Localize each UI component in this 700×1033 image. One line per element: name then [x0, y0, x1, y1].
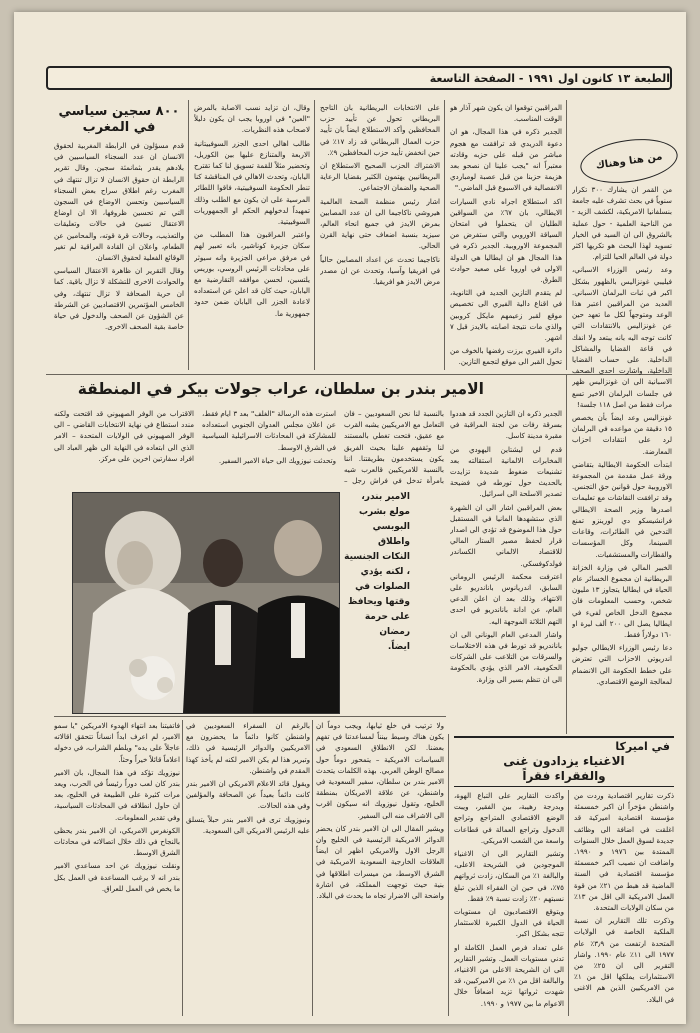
page-folio: الطبعة ١٣ كانون اول ١٩٩١ - الصفحة التاسعة	[429, 71, 670, 85]
news-column-5	[54, 140, 184, 368]
news-paragraph: قدم لي ليشتاين اليهودي من المخابرات الالمانية استقالته بعد تشنيعات ضغوط شديدة تزايدت بالحديث حول تورطه في فضيحة تصدير الاسلحة الى اسرائيل.	[450, 444, 562, 499]
feature-headline: الامير بندر بن سلطان، عراب جولات بيكر في المنطقة	[77, 380, 484, 398]
morocco-headline	[54, 104, 184, 136]
caption-line: الامير بندر،	[361, 492, 410, 502]
news-paragraph: وقال، ان تزايد نسب الاصابة بالمرض "العين" في اوروبا يجب ان يكون دليلاً لاصحاب هذه النظريات.	[194, 103, 310, 135]
news-paragraph: طالب اهالي احدى الجزر السوفييتانية الاربعة والمتنازع عليها بين الكوريل، وتحضير مثلاً للقمة تسويق لنا كما تقترح اليابان، وتحدث الاهالي في المناقشة كنا تنطر الحكومة السوفييتية، فاقوا اللطائر المرسية على ان يكون مع الطلب وذلك تمهيداً لدخولهم الحكم او الجمهوريات السوفييتية.	[194, 138, 310, 227]
news-paragraph: وتشير التقارير الى ان الاغنياء الموجودين في الشريحة الاعلى، والبالغة ١٪ من السكان، زادت ثرواتهم ٧٥٪، في حين ان الفقراء الذين تبلغ نسبتهم ٢٠٪ زادت نسبة ٩٪ فقط.	[454, 849, 564, 903]
news-paragraph: الجدير ذكره ان التازين الجدد قد هددوا بسرقة رفات من لجنة المراقبة في مقبرة مدينة كاسل.	[450, 409, 562, 441]
america-kicker: في اميركا	[615, 740, 670, 753]
caption-line: ايضاً.	[387, 642, 410, 652]
wedding-photo	[72, 492, 340, 714]
news-paragraph: وذكرت تلك التقارير ان نسبة الملكية الخاصة في الولايات المتحدة ارتفعت من ٣٫٩٪ عام ١٩٧٧ الى ١١٪ عام ١٩٩٠. واشار التقرير الى ان ٢٥٪ من الاستثمارات يملكها اقل من ١٪ من الامريكيين الذين هم الاغنى في البلاد.	[574, 916, 674, 1004]
news-paragraph: واشار المدعي العام اليوناني الى ان باناندريو قد تورط في هذه الاختلاسات والسرقات من التلاعب على الشركات الحكومية، الامر الذي يؤدي بالحكومة الى ان تنظم بسير الى وزارة.	[450, 629, 562, 684]
news-paragraph: اكد استطلاع اجراه نادي السيارات الايطالي، بان ٦٧٪ من السواقين الطليان ان يتحملوا في امتحان السياقة الاوروبي والتي ستفرض من المجموعة الاوروبية. الجدير ذكره في هذا المجال هو ان ايطاليا هي الدولة الاولى في اوروبا على صعيد حوادث الطرق.	[450, 196, 562, 285]
caption-line: وقتها ويحافظ	[348, 597, 410, 607]
morocco-headline-line2: في المغرب	[82, 120, 156, 135]
news-paragraph: ويتوقع الاقتصاديون ان مستويات الحياة في الدول الكبيرة للاستثمار تتجه بشكل اكبر.	[454, 907, 564, 939]
news-paragraph: قدم مسؤلون في الرابطة المغربية لحقوق الانسان ان عدد السجناء السياسيين في بلادهم يقدر بثمانمئة سجين. وقال تقرير الرابطة ان حقوق الانسان لا تزال تنتهك في المغرب رغم اطلاق سراح بعض السجناء السياسيين وتحسن الاوضاع في السجون التي تم تحسين ظروفها، الا ان اوضاع الاعتقال تسيئ في حالات وتعليقات والتعذيب، وحالات قرة قوته، والمحامين عن الطعام، واعلان ان القادة العراقية لم تغير الوقائع الفعلية لحقوق الانسان.	[54, 141, 184, 263]
news-paragraph: وعد رئيس الوزراء الاسباني، فيليبي غونزاليس بالظهور بشكل اكبر في ثبات البرلمان الاسباني. العديد من المراقبين اعتبر هذا الوعد ومتوجهاً لكل ما تعهد حين عن غونزاليس بالانتقادات التي كانت توجه اليه بانه يبتعد ولا انفك في قاعة القضايا والمشاكل الداخلية. على حساب القضايا الداخلية، واشارت احدى الصحف الاسبانية الى ان غونزاليس ظهر في جلسات البرلمان الاخير تسع مرات فقط من اصل ١١٨ جلسة!	[572, 265, 672, 409]
news-paragraph: ولا ترتيب في خلع ثيابها، ويجب دوماً ان يكون هناك وسيط بينناً لمساعدتنا في تفهم بعضنا. لكن الانطلاق السعودي في السياسات الامريكية – يتمحور دوماً حول مصالح الوطن العربي. بهذه الكلمات يتحدث الامير بندر بن سلطان، سفير السعودية في واشنطن، عن علاقة الامريكان بمنطقة الخليج، وتقول نيوزويك انه سيكون اقرب الى الاشراف منه الى السفير.	[316, 721, 444, 820]
news-paragraph: ويقول قائد الاعلام الامريكي ان الامير بندر كانت دائماً بعيداً عن الصحافة والمؤلفين وفي هذه الحالات.	[186, 779, 310, 811]
caption-line: مولع بشرب	[358, 507, 410, 517]
column-rule	[444, 100, 445, 370]
news-paragraph: الكونغرس الامريكي، ان الامير بندر يحظى بالنجاح في ذلك خلال اتصالاته في محادثات الشرق الاوسط.	[54, 825, 180, 858]
america-column-right	[574, 790, 674, 1018]
caption-line: الصلوات في	[355, 582, 410, 592]
caption-line: النكات الجنسية	[344, 552, 410, 562]
news-column-3	[320, 102, 440, 368]
news-column-2	[450, 102, 562, 368]
photo-caption	[342, 490, 410, 700]
news-paragraph: اشار رئيس منظمة الصحة العالمية هيروشي ناكاجيما الى ان عدد المصابين بمرض الايدز في جميع انحاء العالم، سيزيد بنسبة اضعاف حتى نهاية القرن الحالي.	[320, 196, 440, 251]
news-paragraph: واعتبر المراقبون هذا المطلب من سكان جزيرة كوناشير، بانه تعبير لهم في مرفق مراعي الجزيرة وانه سيوثر على محادثات الرئيس الروسي، بوريس يلتسين، لحسن موافقه التقارضية مع اليابان، حيث كان قد اعلن عن استعداده لاعادة الجزر الى اليابان ضمن حدود جمهورية ما.	[194, 230, 310, 318]
from-here-and-there-banner	[578, 133, 681, 188]
feature-column-left	[54, 408, 194, 488]
news-paragraph: فاتفيتنا بعد انتهاء الهدوء الامريكين "يا سمو الامير، لم اعرف ابداً انساناً تتحقق اقالاته عاجلاً على يده" ويلطم الشراب، في دخوله اعلاماً قائلاً خيراً وحثاً.	[54, 721, 180, 764]
column-rule	[188, 100, 189, 370]
america-headline-line2: والفقراء فقراً	[522, 769, 606, 783]
wedding-photo-illustration	[73, 493, 339, 713]
column-rule	[448, 734, 449, 1016]
news-paragraph: واكدت التقارير على التباع الهوة، وبدرجة رهيبة، بين الفقير، ويبت الوضع الاقتصادي المتراجع وتراجع الدخول وتراجع العمالة في قطاعات واسعة من الشعب الامريكي.	[454, 791, 564, 845]
caption-line: ، لكنه يؤدي	[360, 567, 410, 577]
america-column-mid	[454, 790, 564, 1018]
news-paragraph: دعا رئيس الوزراء الايطالي جوليو اندريوتي الاحزاب التي تعترض على خطط الحكومة الى الانضمام لمعالجة الوضع الاقتصادي.	[572, 643, 672, 686]
feature-column-right	[344, 408, 444, 488]
america-headline	[454, 754, 674, 784]
caption-line: البوبسي واطلاق	[372, 522, 410, 547]
morocco-headline-line1: ٨٠٠ سجين سياسي	[58, 104, 180, 119]
news-paragraph: بعض المراقبين اشار الى ان الشهرة الذي ستشهدها المانيا في المستقبل حول هذا الموضوع قد تؤدي الى اصدار قرار لحفظ مصير الستار المالي للاقتصاد الالماني الكساندر فولدكوفسكي.	[450, 502, 562, 568]
feature-below-left	[54, 720, 180, 1018]
news-paragraph: على تعداد فرص العمل الكاملة او تدني مستويات العمل. وتشير التقارير الى ان الشريحة الاعلى من الاغنياء، والبالغة اقل من ١٪ من الاميركيين، قد شهدت ثرواتها تزيد اضعافاً خلال الاعوام ما بين ١٩٧٧ و ١٩٩٠.	[454, 942, 564, 1008]
caption-line: على حرمة رمضان	[364, 612, 410, 637]
news-paragraph: وتحدثت نيوزويك الى حياة الامير السفير.	[218, 455, 336, 465]
feature-below-mid	[186, 720, 310, 1018]
page-header-bar	[46, 66, 672, 90]
banner-text: من هنا وهناك	[595, 150, 663, 172]
feature-below-right	[316, 720, 444, 1018]
column-rule	[314, 100, 315, 370]
news-paragraph: ونيوزويك ترى في الامير بندر حبلاً يتسلق عليه الرئيس الامريكي الى السعودية.	[186, 814, 310, 835]
news-paragraph: وقال التقرير ان ظاهرة الاعتقال السياسي والحوادث الاخرى للتشكلة لا تزال باقية. كما ان حرية الصحافة لا تزال تنتهك، وفي الخامس المؤتمرين الاقتصاديين عن الشرطة عن الشؤون عن الصحف والدخول في حياة خاصة بقية الصحف الاخرى.	[54, 266, 184, 332]
america-headline-box	[454, 736, 674, 787]
newspaper-page	[14, 12, 686, 1024]
news-paragraph: استرت هذه الرسالة "الغلف" بعد ٣ ايام فقط، عن اعلان مجلس العدوان الجنوبي استعداده للمشاركة في المحادثات الاسرائيلية السياسية في الشرق الاوسط.	[202, 409, 336, 452]
america-headline-line1: الاغنياء يزدادون غنى	[503, 754, 625, 768]
news-paragraph: الاشتراك الحزب الصحيح الاستطلاع ان البريطانيين يهتمون الكثير بقضايا الرعاية الصحية والضمان الاجتماعي.	[320, 161, 440, 193]
news-paragraph: بالنسبة لنا نحن السعوديين – فان التعامل مع الامريكيين يشبه القرب مع عقيق، فتحت تغطي بالمستند لنا وثقفهم علينا بحيث الفريق يكون يستخدمون بطريقتنا. اننا بالنسبة للامريكيين قالعرب شيه بامرأة تدخل في فراش رجل –	[344, 409, 444, 486]
news-paragraph: ناكاجيما تحدث عن اعداد المصابين حالياً في افريقيا وآسيا، وتحدث عن ان مصدر مرض الايدز هو افريقيا.	[320, 254, 440, 287]
news-paragraph: غونزاليس وعد ايضاً بأن يخصص ١٥ دقيقة من مواعده في البرلمان لرد على انتقادات احزاب المعارضة.	[572, 413, 672, 456]
column-rule	[566, 374, 567, 734]
column-rule	[566, 100, 567, 370]
column-rule	[312, 720, 313, 1016]
news-paragraph: ذكرت تقارير اقتصادية وردت من واشنطن مؤخراً ان اكبر خمسمئة مؤسسة اقتصادية اميركية قد اغلقت في اضافة الى وظائف جديدة لسوق العمل خلال السنوات الممتدة بين ١٩٧٦ و ١٩٩٠. واضافت ان نصيب اكبر خمسمئة مؤسسة اقتصادية في السنة الماضية قد هبط من ٢١٪ من قوة العمل الامريكية الى اقل من ١٣٪ من سكان الولايات المتحدة.	[574, 791, 674, 913]
news-paragraph: من القمر ان يشارك ٣٠٠ تكرار سنوياً في بحث تشرف عليه جامعة بنسلفانيا الامريكية، لكشف الزيد - من الناحية العلمية - حول عملية بالشروق الى ان السيد في الخيار تسويد لهذا البحث هو تكريها اكثر دولة في العالم الحيا للتزام.	[572, 185, 672, 262]
news-paragraph: دائرة الفيري برزت رفضها بالخوف من تحول القبر الى موقع لتجمع التازين.	[450, 346, 562, 367]
news-paragraph: اعترفت محكمة الرئيس الروماني السابق، اندريانوس باناندريو على الانتهاء، وذلك بعد ان اعلن الدعي العام، عن ادانة باناندريو في احدى التهم الثلاثة الموجهة اليه.	[450, 571, 562, 626]
news-column-2-continued	[450, 408, 562, 730]
news-paragraph: نيوزويك تؤكد في هذا المجال، بان الامير بندر كان لعب دوراً رئيساً في الحرب، ويعد مرات كثيرة على الطبيعة في الخليج، بعد ان حاول انطلاقه في المحادثات السياسية، وفي تقدير المعلومات.	[54, 767, 180, 822]
news-paragraph: الخبير المالي في وزارة الخزانة البريطانية ان مجموع الخسائر عام الحياة في ايطاليا يتجاوز ١٣ مليون شخص، وحسب المعلومات فان مجموع الدخل الخاص لفيء في ايطاليا يصل الى ٢٠٠ ألف ليرة او ١٦٠ دولاراً فقط.	[572, 562, 672, 639]
news-paragraph: على الانتخابات البريطانية بان التاجح البريطاني تحول عن تأييد حزب المحافظين وأكد الاستطلاع ايضاً بان تأييد حزب العمال البريطاني قد زاد ١٧٪ في حين انخفض تأييد حزب المحافظين ٩٪.	[320, 103, 440, 157]
news-paragraph: ونقلت نيوزويك عن احد مساعدي الامير بندر انه لا يرغب المساعدة في العمل بكل ما يخص في العمل للعراق.	[54, 861, 180, 893]
section-rule	[54, 716, 446, 717]
news-paragraph: ابتدأت الحكومة الايطالية بتقاضي ورقة عمل مقدمة من المجموعة الاوروبية حول قوانين حق التجنس. وقد ترافقت النقاشات مع تعليمات اصدرها وزير الصحة الايطالي فرانشيسكو دي لورينزو تمنع التدخين في الطائرات، وقاعات السينما، وكل المؤسسات والقطارات والمستشفيات.	[572, 459, 672, 559]
feature-column-mid	[202, 408, 336, 488]
news-column-right	[572, 184, 672, 730]
news-paragraph: لم يتقدم التازين الجديد في الثانوية، في اقناع دالية الفيري الى تخصيص موقع لقبر زعيمهم مايكل كروبين والذي مات نتيجة اصابته بالايدز قبل ٧ اشهر.	[450, 288, 562, 343]
news-column-4	[194, 102, 310, 368]
news-paragraph: ويشير المقال الى ان الامير بندر كان يحضر الدوائر الامريكية الرئيسية في الخليج وان الرجل الاول والامريكي اظهر ان ايضاً العلاقات الخارجية السعودية الامريكية في الشرق الاوسط، من ميسرات اطلاقها في بنية حيث توجهت المملكة، في اشارة واضحة الى الاضرار تجاه ما يحدث في البلاد.	[316, 823, 444, 901]
news-paragraph: بالرغم ان السفراء السعوديين في واشنطن كانوا دائماً ما يحضرون مع الامريكيين والدوائر الرئيسية في ذلك، وتبرير هذا لم يكن الامير لكنه لم يأخذ كهذا المقدم في واشنطن.	[186, 721, 310, 775]
news-paragraph: المراقبين توقعوا ان يكون شهر آذار هو الوقت المناسب.	[450, 103, 562, 124]
column-rule	[568, 790, 569, 1016]
news-paragraph: الجدير ذكره في هذا المجال، هو ان دعوة الدريدي قد ترافقت مع هجوم مباشر من قبله على حزبه وقادته معتبراً انه "يجب علينا ان نصحو بعد هزيمة حزبنا من قبل عصبة لومباردي الانفصالية في الاسبوع قبل الماضي."	[450, 127, 562, 193]
news-paragraph: الاقتراب من الوفر الصهيوني قد اقتحت ولكنه مندد استطاع في نهاية الانتخابات القاضي – الى الوفر الصهيوني في الولايات المتحدة – الامر الذي الى ابتعاده في النهاية الى ظهر العباد الى افراد سفارتين اخرين على مركز.	[54, 409, 194, 463]
column-rule	[182, 720, 183, 1016]
